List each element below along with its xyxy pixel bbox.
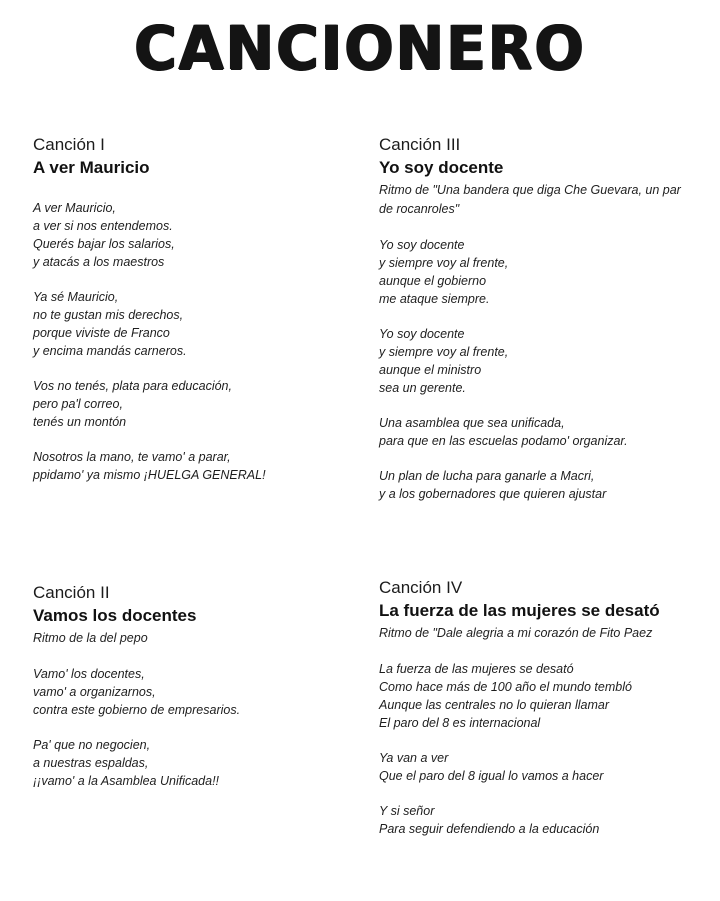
stanza	[33, 377, 353, 431]
song-4	[379, 577, 699, 838]
stanza	[33, 665, 353, 719]
lyric-line: Como hace más de 100 año el mundo tembló	[379, 680, 632, 694]
lyric-line: y siempre voy al frente,	[379, 345, 509, 359]
lyric-line: a ver si nos entendemos.	[33, 219, 173, 233]
lyric-line: y encima mandás carneros.	[33, 344, 187, 358]
lyric-line: aunque el ministro	[379, 363, 482, 377]
lyric-line: pero pa'l correo,	[33, 397, 123, 411]
lyric-line: y atacás a los maestros	[33, 255, 165, 269]
lyric-line: aunque el gobierno	[379, 274, 487, 288]
lyric-line: Que el paro del 8 igual lo vamos a hacer	[379, 769, 604, 783]
lyric-line: Ya sé Mauricio,	[33, 290, 119, 304]
song-title: Vamos los docentes	[33, 606, 197, 625]
lyric-line: para que en las escuelas podamo' organizar.	[379, 434, 628, 448]
stanza	[33, 448, 353, 484]
stanza	[379, 414, 689, 450]
lyric-line: Aunque las centrales no lo quieran llamar	[379, 698, 609, 712]
song-number: Canción III	[379, 135, 461, 154]
lyric-line: me ataque siempre.	[379, 292, 490, 306]
stanza	[33, 736, 353, 790]
stanza	[379, 660, 699, 732]
song-number: Canción I	[33, 135, 105, 154]
song-2	[33, 582, 353, 790]
lyric-line: Querés bajar los salarios,	[33, 237, 175, 251]
song-title: Yo soy docente	[379, 158, 504, 177]
lyric-line: tenés un montón	[33, 415, 127, 429]
lyric-line: y a los gobernadores que quieren ajustar	[379, 487, 607, 501]
lyric-line: a nuestras espaldas,	[33, 756, 149, 770]
song-rhythm: Ritmo de "Una bandera que diga Che Guevara, un par de rocanroles"	[379, 183, 681, 216]
song-number: Canción IV	[379, 578, 463, 597]
lyric-line: ¡¡vamo' a la Asamblea Unificada!!	[33, 774, 220, 788]
stanza	[379, 802, 699, 838]
song-rhythm: Ritmo de "Dale alegria a mi corazón de Fito Paez	[379, 626, 653, 640]
lyric-line: Vos no tenés, plata para educación,	[33, 379, 232, 393]
lyric-line: Nosotros la mano, te vamo' a parar,	[33, 450, 231, 464]
song-title: A ver Mauricio	[33, 158, 150, 177]
lyric-line: El paro del 8 es internacional	[379, 716, 541, 730]
lyric-line: Yo soy docente	[379, 327, 465, 341]
song-rhythm: Ritmo de la del pepo	[33, 631, 148, 645]
song-title: La fuerza de las mujeres se desató	[379, 601, 660, 620]
lyric-line: ppidamo' ya mismo ¡HUELGA GENERAL!	[33, 468, 266, 482]
lyric-line: Un plan de lucha para ganarle a Macri,	[379, 469, 595, 483]
stanza	[33, 199, 353, 271]
lyric-line: Pa' que no negocien,	[33, 738, 151, 752]
stanza	[379, 467, 689, 503]
lyric-line: sea un gerente.	[379, 381, 466, 395]
song-1	[33, 134, 353, 484]
song-3	[379, 134, 689, 503]
stanza	[379, 236, 689, 308]
lyric-line: y siempre voy al frente,	[379, 256, 509, 270]
page-title: CANCIONERO	[134, 12, 586, 84]
lyric-line: no te gustan mis derechos,	[33, 308, 184, 322]
lyric-line: porque viviste de Franco	[33, 326, 170, 340]
lyric-line: vamo' a organizarnos,	[33, 685, 156, 699]
lyric-line: Yo soy docente	[379, 238, 465, 252]
lyric-line: Para seguir defendiendo a la educación	[379, 822, 600, 836]
stanza	[379, 749, 699, 785]
lyric-line: Y si señor	[379, 804, 435, 818]
lyric-line: Vamo' los docentes,	[33, 667, 145, 681]
lyric-line: contra este gobierno de empresarios.	[33, 703, 241, 717]
lyric-line: La fuerza de las mujeres se desató	[379, 662, 574, 676]
song-number: Canción II	[33, 583, 110, 602]
lyric-line: Una asamblea que sea unificada,	[379, 416, 565, 430]
lyric-line: Ya van a ver	[379, 751, 449, 765]
lyric-line: A ver Mauricio,	[33, 201, 116, 215]
stanza	[33, 288, 353, 360]
stanza	[379, 325, 689, 397]
